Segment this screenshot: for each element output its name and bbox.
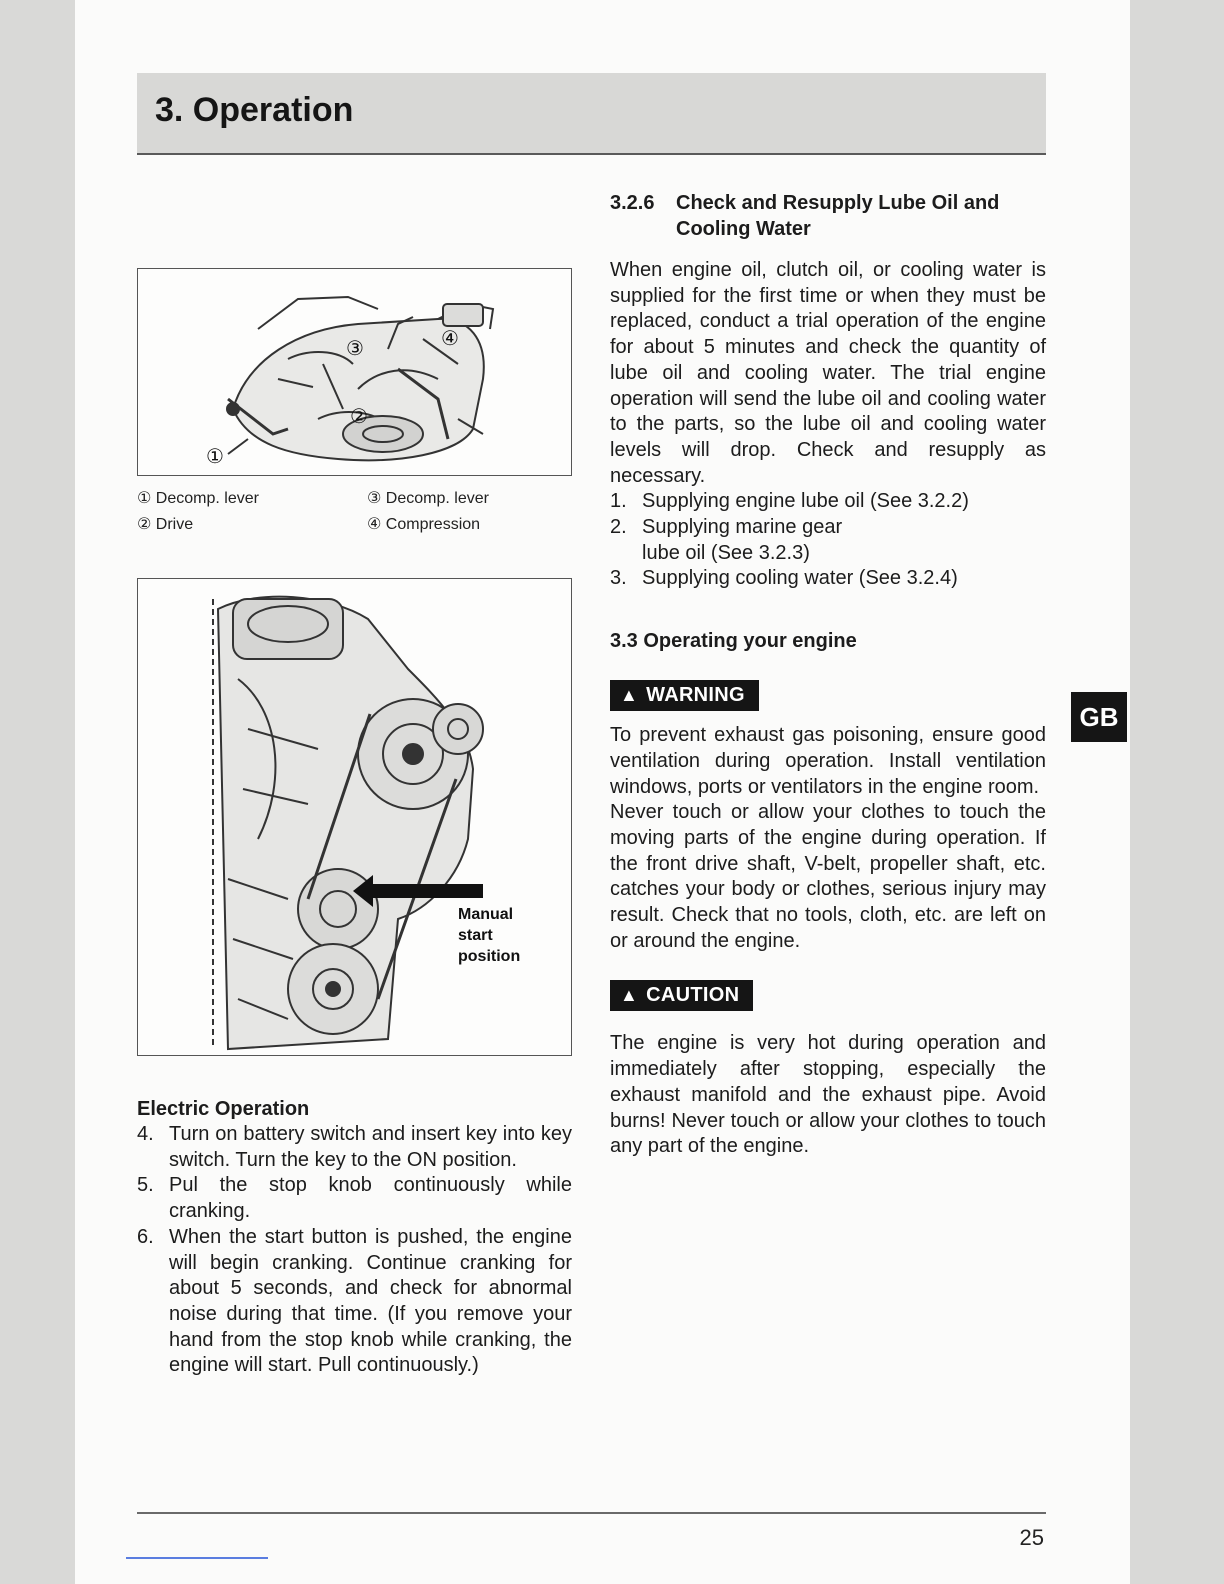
manual-label-line2: start — [458, 927, 493, 944]
warning-triangle-icon: ▲ — [620, 685, 639, 706]
chapter-title: 3. Operation — [155, 91, 354, 129]
list-item: 1. Supplying engine lube oil (See 3.2.2) — [610, 490, 969, 513]
language-tab: GB — [1071, 692, 1127, 742]
page-number: 25 — [1019, 1525, 1044, 1550]
legend-item-4: ④ Compression — [367, 516, 481, 533]
decomp-lever-figure — [137, 268, 572, 476]
warning-badge: ▲ WARNING — [610, 680, 759, 711]
warning-badge-wrap — [610, 680, 1046, 711]
caution-text: The engine is very hot during operation and immediately after stopping, especially the exhaust manifold and the exhaust pipe. Avoid burns! Never touch or allow your clothes to touch any part of the engine. — [610, 1032, 1046, 1158]
engine-top-illustration — [138, 269, 570, 474]
list-item: 6. When the start button is pushed, the engine will begin cranking. Continue cranking for about 5 seconds, and check for abnormal noise during that time. (If you remove your hand from the stop knob while cranking, the engine will start. Pull continuously.) — [137, 1225, 572, 1377]
legend-item-3: ③ Decomp. lever — [367, 490, 489, 507]
section-33-number: 3.3 — [610, 630, 638, 653]
legend-item-2: ② Drive — [137, 516, 194, 533]
section-326-number: 3.2.6 — [610, 192, 655, 214]
caution-triangle-icon: ▲ — [620, 985, 639, 1006]
manual-label-line1: Manual — [458, 906, 514, 923]
caution-badge: ▲ CAUTION — [610, 980, 753, 1011]
chapter-header — [137, 73, 1046, 155]
callout-2: ② — [350, 406, 368, 428]
warning-text-2: Never touch or allow your clothes to touch the moving parts of the engine during operation. If the front drive shaft, V-belt, propeller shaft, etc. catches your body or clothes, serious injury may result. Check that no tools, cloth, etc. are left on or around the engine. — [610, 801, 1046, 952]
section-326-body: When engine oil, clutch oil, or cooling water is supplied for the first time or when they must be replaced, conduct a trial operation of the engine for about 5 minutes and check the quantity of lube oil and cooling water. The trial engine operation will send the lube oil and cooling water to the parts, so the lube oil and cooling water levels will drop. Check and resupply as necessary. — [610, 259, 1046, 487]
section-326-heading — [610, 190, 1046, 242]
section-33-heading — [610, 628, 1046, 654]
manual-start-figure — [137, 578, 572, 1056]
legend-item-1: ① Decomp. lever — [137, 490, 259, 507]
warning-text-1: To prevent exhaust gas poisoning, ensure good ventilation during operation. Install ventilation windows, ports or ventilators in the engine room. — [610, 724, 1046, 798]
electric-steps — [137, 1122, 572, 1379]
section-33-title: Operating your engine — [643, 630, 857, 653]
footer-rule — [137, 1512, 1046, 1514]
engine-front-illustration — [138, 579, 570, 1054]
list-item: 3. Supplying cooling water (See 3.2.4) — [610, 567, 958, 590]
callout-3: ③ — [346, 338, 364, 360]
callout-4: ④ — [441, 328, 459, 350]
manual-label-line3: position — [458, 948, 521, 965]
scan-underline — [126, 1557, 268, 1559]
caution-badge-wrap — [610, 980, 1046, 1011]
section-326-title: Check and Resupply Lube Oil and Cooling Water — [676, 192, 1000, 240]
section-326-list — [610, 489, 1046, 592]
list-item: 5. Pul the stop knob continuously while cranking. — [137, 1174, 572, 1223]
right-column — [610, 190, 1046, 1160]
callout-1: ① — [206, 446, 224, 468]
electric-operation-section — [137, 1096, 572, 1379]
list-item: 4. Turn on battery switch and insert key into key switch. Turn the key to the ON position. — [137, 1123, 572, 1171]
list-item: 2. Supplying marine gear lube oil (See 3.2.3) — [610, 516, 843, 564]
electric-heading: Electric Operation — [137, 1098, 310, 1120]
